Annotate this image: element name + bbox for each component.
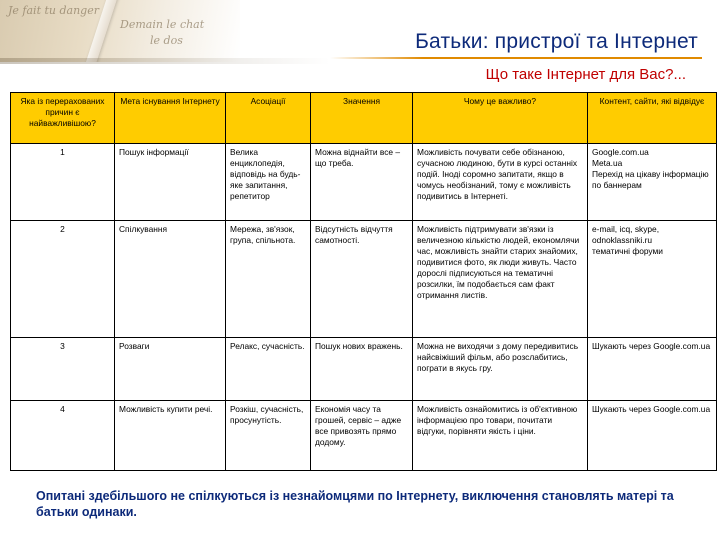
cell-content xyxy=(588,401,717,471)
row-number: 2 xyxy=(11,221,115,338)
cell-why: Можливість ознайомитись із об'єктивною інформацією про товари, почитати відгуки, порівняти якість і ціни. xyxy=(413,401,588,471)
content-item: Шукають через Google.com.ua xyxy=(592,341,711,351)
table-row xyxy=(11,401,717,471)
header-purpose: Мета існування Інтернету xyxy=(115,93,226,144)
header-associations: Асоціації xyxy=(226,93,311,144)
cell-content xyxy=(588,144,717,221)
survey-table xyxy=(10,92,717,471)
header-meaning: Значення xyxy=(311,93,413,144)
title-underline xyxy=(330,57,702,59)
header-why-important: Чому це важливо? xyxy=(413,93,588,144)
row-number: 4 xyxy=(11,401,115,471)
content-item: Перехід на цікаву інформацію по баннерам xyxy=(592,169,709,190)
script-text: Demain le chat xyxy=(120,18,205,31)
script-text: Je fait tu danger xyxy=(8,4,99,17)
content-item: e-mail, icq, skype, odnoklassniki.ru xyxy=(592,224,660,245)
decorative-photo-corner xyxy=(0,0,240,62)
cell-content xyxy=(588,221,717,338)
table-row xyxy=(11,338,717,401)
cell-content xyxy=(588,338,717,401)
cell-why: Можливість почувати себе обізнаною, сучасною людиною, бути в курсі останніх подій. Іноді соромно запитати, якщо в чомусь необізнаний, тому є можливість подивитись в Інтернеті. xyxy=(413,144,588,221)
cell-meaning: Пошук нових вражень. xyxy=(311,338,413,401)
footer-note: Опитані здебільшого не спілкуються із незнайомцями по Інтернету, виключення становлять матері та батьки одинаки. xyxy=(36,489,674,519)
table-row xyxy=(11,144,717,221)
table-row xyxy=(11,221,717,338)
header-content-sites: Контент, сайти, які відвідує xyxy=(588,93,717,144)
decorative-fade xyxy=(0,58,330,64)
row-number: 3 xyxy=(11,338,115,401)
header-reason: Яка із перерахованих причин є найважливішою? xyxy=(11,93,115,144)
page-subtitle: Що таке Інтернет для Вас?... xyxy=(485,66,686,83)
page-title: Батьки: пристрої та Інтернет xyxy=(415,30,698,53)
cell-why: Можливість підтримувати зв'язки із величезною кількістю людей, економлячи час, можливість знайти старих знайомих, подивитися фото, як люди живуть. Часто дорослі підписуються на тематичні розсилки, їм подобається сам факт отримання листів. xyxy=(413,221,588,338)
cell-associations: Мережа, зв'язок, група, спільнота. xyxy=(226,221,311,338)
cell-meaning: Відсутність відчуття самотності. xyxy=(311,221,413,338)
cell-associations: Релакс, сучасність. xyxy=(226,338,311,401)
content-item: Google.com.ua xyxy=(592,147,649,157)
row-number: 1 xyxy=(11,144,115,221)
content-item: Шукають через Google.com.ua xyxy=(592,404,711,414)
cell-purpose: Розваги xyxy=(115,338,226,401)
cell-meaning: Економія часу та грошей, сервіс – адже все привозять прямо додому. xyxy=(311,401,413,471)
content-item: Meta.ua xyxy=(592,158,623,168)
cell-purpose: Спілкування xyxy=(115,221,226,338)
cell-why: Можна не виходячи з дому передивитись найсвіжіший фільм, або розслабитись, пограти в якусь гру. xyxy=(413,338,588,401)
script-text: le dos xyxy=(150,34,183,47)
cell-associations: Розкіш, сучасність, просунутість. xyxy=(226,401,311,471)
cell-associations: Велика енциклопедія, відповідь на будь-яке запитання, репетитор xyxy=(226,144,311,221)
cell-meaning: Можна віднайти все – що треба. xyxy=(311,144,413,221)
table-header-row xyxy=(11,93,717,144)
cell-purpose: Пошук інформації xyxy=(115,144,226,221)
content-item: тематичні форуми xyxy=(592,246,663,256)
cell-purpose: Можливість купити речі. xyxy=(115,401,226,471)
